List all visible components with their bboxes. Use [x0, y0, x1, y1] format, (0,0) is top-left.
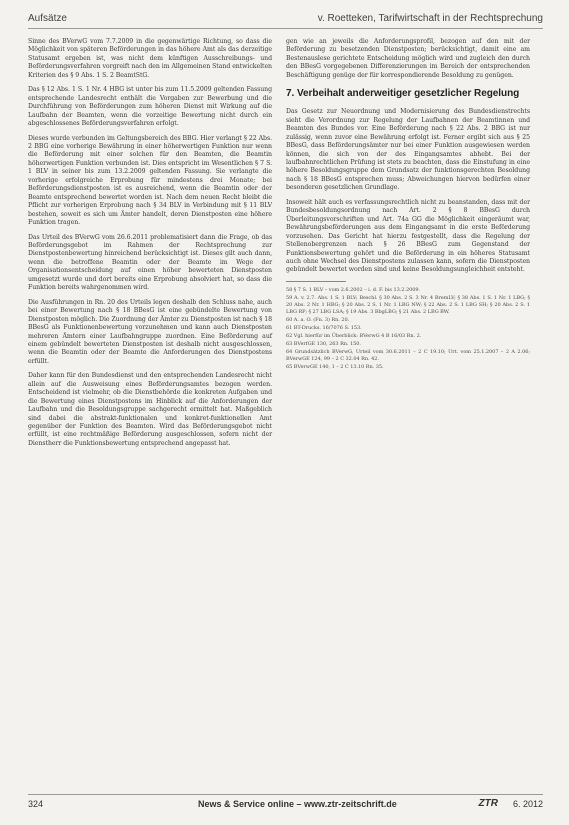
- article-author-title: v. Roetteken, Tarifwirtschaft in der Rechtsprechung: [317, 13, 543, 24]
- issue-number: 6. 2012: [512, 799, 543, 809]
- footnote: 58 § 7 S. 1 BLV – vom 2.6.2002 – i. d. F. bis 13.2.2009.: [286, 286, 421, 293]
- footnote: 61 BT-Drucks. 16/7076 S. 153.: [286, 324, 362, 331]
- page-number: 324: [28, 799, 44, 809]
- paragraph: Dieses wurde verbunden im Geltungsbereich des BBG. Hier verlangt § 22 Abs. 2 BBG eine vorherige Bewährung in einer höherwertigen Funktion nur wenn die Beförderung mit einer solchen für den Beamten, die Beamtin höherwertigen Funktion verbunden ist. Dies entspricht im Wesentlichen § 7 S. 1 BLV in seiner bis zum 13.2.2009 geltenden Fassung. Sie verlangte die vorherige erfolgreiche Erprobung für mindestens drei Monate; bei Beförderungsdienstposten ist es ausreichend, wenn die Beamtin oder der Beamte entsprechend bewertet worden ist. Nach dem neuen Recht bleibt die Pflicht zur vorherigen Erprobung nach § 34 BLV in Verbindung mit § 11 BLV bestehen, soweit es sich um Ämter handelt, deren Dienstposten eine höhere Funktion tragen.: [28, 134, 272, 227]
- page-header: [28, 8, 543, 29]
- paragraph: Das Gesetz zur Neuordnung und Modernisierung des Bundesdienstrechts sieht die Verordnung zur Regelung der Laufbahnen der Beamtinnen und Beamten des Bundes vor. Eine Beförderung nach § 22 Abs. 2 BBG ist nur zulässig, wenn zuvor eine Bewährung erfolgt ist. Ferner ergibt sich aus § 25 BBesG, dass Beförderungsämter nur bei einer Funktion ausgewiesen werden können, die sich von der des Eingangsamtes abhebt. Bei der laufbahnrechtlichen Prüfung ist stets zu beachten, dass die Einstufung in eine höhere Besoldungsgruppe dem Grundsatz der funktionsgerechten Besoldung nach § 18 BBesG entsprechen muss; Abweichungen hiervon bedürfen einer besonderen gesetzlichen Grundlage.: [286, 108, 530, 192]
- paragraph: Das Urteil des BVerwG vom 26.6.2011 problematisiert dann die Frage, ob das Beförderungsgebot im Rahmen der Rechtsprechung zur Dienstpostenbewertung hinreichend berücksichtigt ist. Dieses gilt auch dann, wenn die betroffene Beamtin oder der Beamte im Wege der Organisationsentscheidung auf einen höher bewerteten Dienstposten umgesetzt wurde und dort bereits eine Erprobung absolviert hat, so dass die Funktion bereits wahrgenommen wird.: [28, 233, 272, 292]
- right-column: [286, 38, 530, 372]
- footnote: 60 A. a. O. (Fn. 3) Rn. 20.: [286, 316, 350, 323]
- footnote: 59 A. v. 2.7. Abs. 1 S. 1 BLV; Beschl. § 30 Abs. 2 S. 3 Nr. 4 BremLV; § 38 Abs. 1 S. 1 Nr. 1 LBG; § 20 Abs. 2 Nr. 1 HBG; § 20 Abs. 2 S. 1 Nr. 1 LBG NW; § 22 Abs. 2 S. 1 LBG SH; § 20 Abs. 2 S. 1 LBG RP; § 27 LBG LSA; § 19 Abs. 3 BbgLBG; § 21 Abs. 2 LBG BW.: [286, 294, 530, 315]
- footnotes: [286, 287, 530, 371]
- paragraph: Daher kann für den Bundesdienst und den entsprechenden Landesrecht nicht allein auf die Ausweisung eines Beförderungsamtes bezogen werden. Entscheidend ist vielmehr, ob die Dienstbehörde die konkreten Aufgaben und die Bewertung eines Dienstpostens im Hinblick auf die Anforderungen der Laufbahn und die Besoldungsgruppe sachgerecht ermittelt hat. Maßgeblich sind dabei die abstrakt-funktionalen und konkret-funktionellen Amt gegenüber der Funktion des Beamten. Wird das Beförderungsgebot nicht erfüllt, ist eine rechtmäßige Beförderung ausgeschlossen, sofern nicht der Dienstherr die Funktionsbewertung entsprechend angepasst hat.: [28, 372, 272, 447]
- paragraph: Die Ausführungen in Rn. 20 des Urteils legen deshalb den Schluss nahe, auch bei einer Bewertung nach § 18 BBesG ist eine gebündelte Bewertung von Dienstposten möglich. Die Zuordnung der Ämter zu Dienstposten ist nach § 18 BBesG als Funktionenbewertung vorzunehmen und kann auch Dienstposten mehreren Ämtern einer Laufbahngruppe zuordnen. Eine Beförderung auf einem gebündelt bewerteten Dienstposten ist deshalb nicht ausgeschlossen, wenn die Beamtin oder der Beamte die Anforderungen des Dienstpostens erfüllt.: [28, 298, 272, 365]
- section-heading: 7. Verbeihalt anderweitiger gesetzlicher Regelung: [286, 88, 520, 100]
- journal-logo: ZTR: [478, 798, 498, 809]
- paragraph: Insoweit hält auch es verfassungsrechtlich nicht zu beanstanden, dass mit der Bundesbesoldungsordnung nach Art. 2 § 8 BBesG durch Überleitungsvorschriften und Art. 74a GG die Möglichkeit eingeräumt war, Bewährungsbeförderungen aus dem Eingangsamt in die erste Beförderung vorzusehen. Das Gericht hat hierzu festgestellt, dass die Regelung der Stellenobergrenzen nach § 26 BBesG zum Gegenstand der Funktionsbewertung gehört und die Beförderung in ein höheres Statusamt auch ohne Wechsel des Dienstpostens zulassen kann, sofern die Dienstposten gebündelt bewertet worden sind und keine Besoldungsungleichheit entsteht.: [286, 198, 530, 274]
- paragraph: gen wie an jeweils die Anforderungsprofil, bezogen auf den mit der Beförderung zu besetzenden Dienstposten; berücksichtigt, damit eine am Bestenauslese gerichtete Entscheidung möglich wird und zugleich den durch den BBesG vorgegebenen Differenzierungen im Bereich der entsprechenden Beschäftigung genüge der für korrespondierende Besoldung zu genügen.: [286, 38, 530, 79]
- paragraph: Sinne des BVerwG vom 7.7.2009 in die gegenwärtige Richtung, so dass die Möglichkeit von späteren Beförderungen in das höhere Amt als das derzeitige Statusamt ergeben ist, was nicht dem künftigen Ausschreibungs- und Beförderungsverfahren vorgreift nach den im Allgemeinen Stand entwickelten Kriterien des § 9 Abs. 1 S. 2 BeamtStG.: [28, 38, 272, 79]
- footnote-divider: [286, 281, 346, 282]
- left-column: [28, 38, 272, 454]
- footnote: 62 Vgl. hierfür im Überblick: BVerwG 4 B 16/03 Rn. 2.: [286, 332, 422, 339]
- footnote: 65 BVerwGE 140, 1 – 2 C 13.10 Rn. 35.: [286, 363, 384, 370]
- footnote: 63 BVerfGE 130, 263 Rn. 150.: [286, 340, 361, 347]
- paragraph: Das § 12 Abs. 1 S. 1 Nr. 4 HBG ist unter bis zum 11.5.2009 geltenden Fassung entsprechende Landesrecht enthält die Vorgaben zur Bewerbung und die Durchführung von Beförderungen zum höheren Dienst mit Wirkung auf die Laufbahn der Beamten, wenn die vorzeitige Bewertung nicht durch ein abgeschlossenes Beförderungsverfahren erfolgt.: [28, 86, 272, 128]
- section-label: Aufsätze: [28, 13, 67, 24]
- page-footer: [28, 794, 543, 813]
- footer-website[interactable]: News & Service online – www.ztr-zeitschrift.de: [198, 799, 397, 809]
- footnote: 64 Grundsätzlich BVerwG, Urteil vom 30.6.2011 – 2 C 19.10; Urt. vom 25.1.2007 – 2 A 2.06; BVerwGE 124, 99 – 2 C 32.04 Rn. 42.: [286, 348, 530, 362]
